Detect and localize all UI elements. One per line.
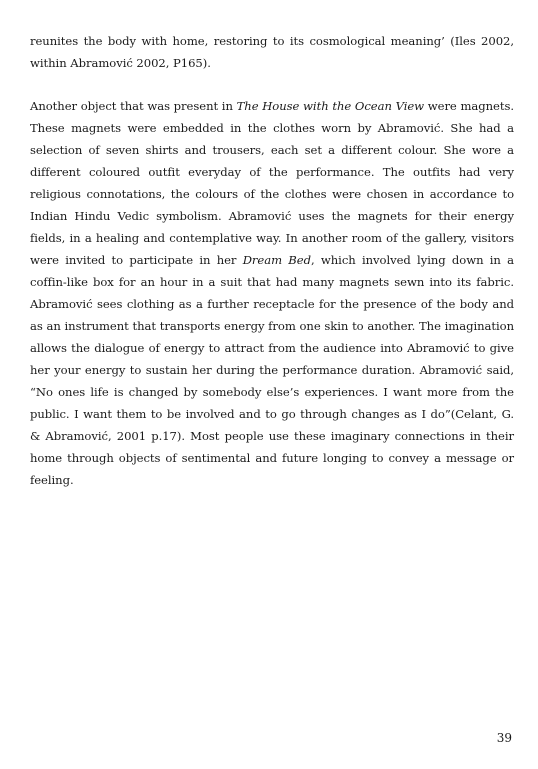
paragraph-text: , which involved lying down in a coffin-like box for an hour in a suit that had many magnets sewn into its fabric. Abramović sees clothing as a further receptacle for the presence of the body and as an instrument that transports energy from one skin to another. The imagination allows the dialogue of energy to attract from the audience into Abramović to give her your energy to sustain her during the performance duration. Abramović said, “No ones life is changed by somebody else’s experiences. I want more from the public. I want them to be involved and to go through changes as I do”(Celant, G. & Abramović, 2001 p.17). Most people use these imaginary connections in their home through objects of sentimental and future longing to convey a message or feeling. [30,253,514,487]
paragraph-continuation [30,30,514,74]
artwork-title-house-ocean-view: The House with the Ocean View [236,99,425,113]
paragraph-text: reunites the body with home, restoring to its cosmological meaning’ (Iles 2002, within Abramović 2002, P165). [30,34,514,70]
paragraph-magnets [30,95,514,491]
artwork-title-dream-bed: Dream Bed [242,253,311,267]
paragraph-text: Another object that was present in [30,99,237,113]
paragraph-text: were magnets. These magnets were embedded in the clothes worn by Abramović. She had a selection of seven shirts and trousers, each set a different colour. She wore a different coloured outfit everyday of the performance. The outfits had very religious connotations, the colours of the clothes were chosen in accordance to Indian Hindu Vedic symbolism. Abramović uses the magnets for their energy fields, in a healing and contemplative way. In another room of the gallery, visitors were invited to participate in her [30,99,515,267]
page-number: 39 [496,731,512,745]
